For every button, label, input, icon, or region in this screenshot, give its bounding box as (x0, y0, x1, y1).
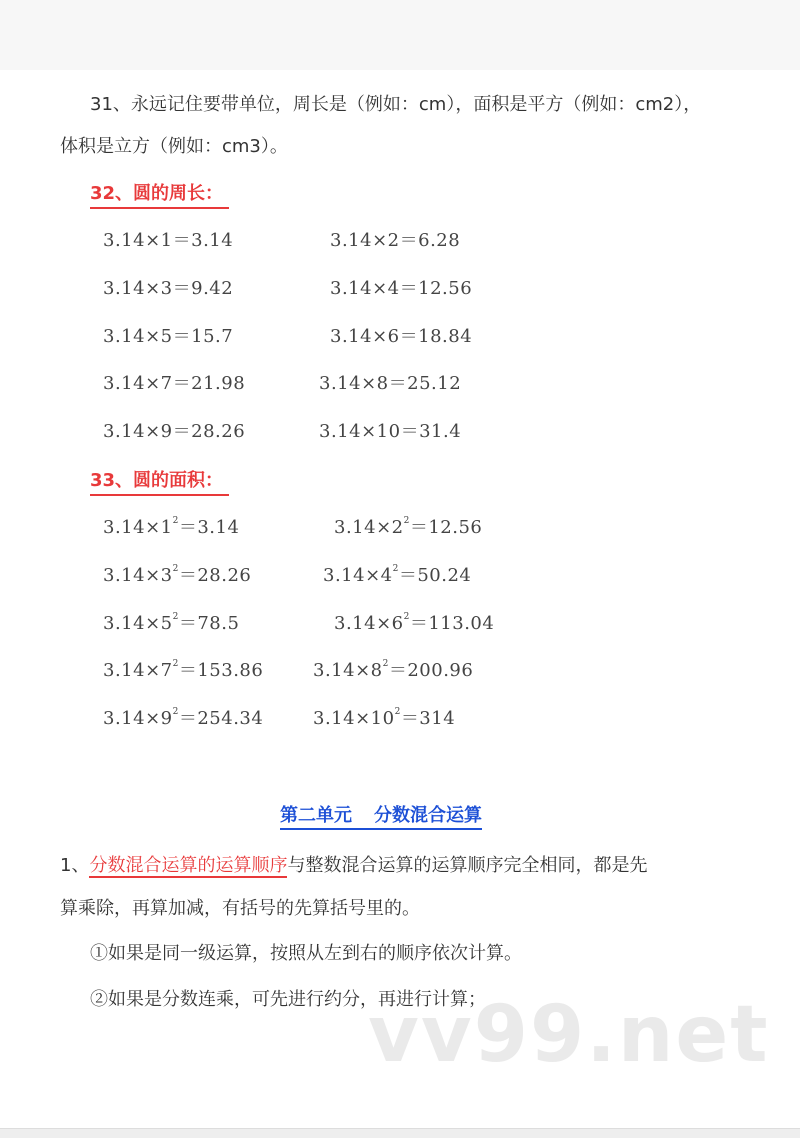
circumference-formula: 3.14×2＝6.28 (330, 230, 461, 251)
item-31-line-1: 31、永远记住要带单位，周长是（例如：cm），面积是平方（例如：cm2）， (90, 94, 702, 115)
item-1-line-1 (60, 853, 647, 879)
unit-2-title (280, 804, 482, 830)
area-formula: $3.14\times 4^2=50.24$ (323, 564, 472, 586)
circumference-formula: 3.14×9＝28.26 (103, 421, 246, 442)
item-1-highlight: 分数混合运算的运算顺序 (89, 855, 288, 876)
watermark: vv99.net (368, 990, 770, 1080)
area-formula: $3.14\times 2^2=12.56$ (334, 516, 483, 538)
area-formula: $3.14\times 5^2=78.5$ (103, 612, 240, 634)
item-1-line-2: 算乘除，再算加减，有括号的先算括号里的。 (60, 898, 420, 919)
area-formula: $3.14\times 8^2=200.96$ (313, 659, 474, 681)
area-formula: $3.14\times 6^2=113.04$ (334, 612, 495, 634)
page-top-margin (0, 0, 800, 70)
circumference-formula: 3.14×1＝3.14 (103, 230, 234, 251)
circumference-formula: 3.14×8＝25.12 (319, 373, 462, 394)
area-heading: 33、圆的面积： (90, 469, 229, 496)
unit-2-topic: 分数混合运算 (374, 805, 482, 826)
area-formula: $3.14\times 3^2=28.26$ (103, 564, 252, 586)
area-formula: $3.14\times 7^2=153.86$ (103, 659, 264, 681)
circumference-formula: 3.14×6＝18.84 (330, 326, 473, 347)
circumference-formula: 3.14×7＝21.98 (103, 373, 246, 394)
circumference-formula: 3.14×4＝12.56 (330, 278, 473, 299)
item-1-point-1: ①如果是同一级运算，按照从左到右的顺序依次计算。 (90, 943, 522, 964)
item-1-line-1-rest: 与整数混合运算的运算顺序完全相同，都是先 (287, 855, 648, 876)
circumference-formula: 3.14×10＝31.4 (319, 421, 462, 442)
item-31-line-2: 体积是立方（例如：cm3）。 (60, 136, 288, 157)
area-formula: $3.14\times 9^2=254.34$ (103, 707, 264, 729)
unit-2-label: 第二单元 (280, 805, 352, 826)
circumference-heading: 32、圆的周长： (90, 182, 229, 209)
item-1-number: 1、 (60, 855, 90, 876)
circumference-formula: 3.14×3＝9.42 (103, 278, 234, 299)
area-formula: $3.14\times 10^2=314$ (313, 707, 456, 729)
area-formula: $3.14\times 1^2=3.14$ (103, 516, 240, 538)
circumference-formula: 3.14×5＝15.7 (103, 326, 234, 347)
item-1-point-2: ②如果是分数连乘，可先进行约分，再进行计算； (90, 989, 486, 1010)
